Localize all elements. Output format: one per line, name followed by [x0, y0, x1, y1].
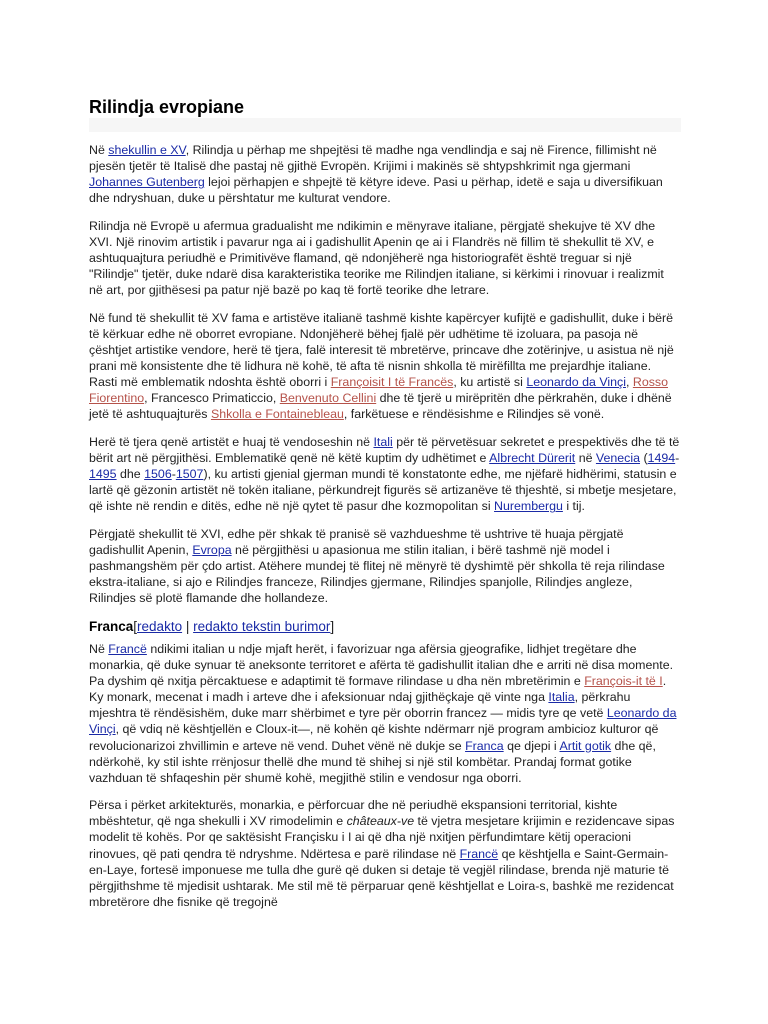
link-year-1494[interactable]: 1494 [647, 451, 676, 466]
link-leonardo-da-vinci-2[interactable]: Leonardo da Vinçi [89, 706, 677, 737]
paragraph-flanders: Rilindja në Evropë u afermua gradualisht me ndikimin e mënyrave italiane, përgjatë shekujve të XV dhe XVI. Një rinovim artistik i pavarur nga ai i gadishullit Apenin qe ai i Flandrës në fillim të shekullit të XV, e ashtuquajtura periudhë e Primitivëve flamand, që ndonjëherë nga historiografët është treguar si një "Rilindje" tjetër, duke ndarë disa karakteristika teorike me Rilindjen italiane, si kërkimi i rinovuar i realizmit në art, por gjithësesi pa patur një bazë po kaq të fortë teorike dhe letrare. [89, 218, 664, 298]
link-year-1506[interactable]: 1506 [144, 467, 172, 482]
link-shkolla-fontainebleau[interactable]: Shkolla e Fontainebleau [210, 407, 344, 422]
link-venecia[interactable]: Venecia [595, 451, 641, 466]
link-nurembergu[interactable]: Nurembergu [494, 499, 563, 514]
link-franca[interactable]: Franca [465, 738, 504, 753]
link-italia[interactable]: Italia [548, 690, 575, 705]
link-year-1495[interactable]: 1495 [89, 467, 117, 482]
link-francois-i[interactable]: Françoisit I të Francës [330, 375, 454, 390]
paragraph-architecture: Përsa i përket arkitekturës, monarkia, e përforcuar dhe në periudhë ekspansioni territorial, kishte mbështetur, që nga shekulli i XV rimodelimin e châteaux-ve të vjetra mesjetare krijimin e rezidencave sipas modelit të kohës. Por qe saktësisht Françisku i I ai që dha një nxitjen përfundimtare këtij operacioni rinovues, që pati qendra të ndryshme. Ndërtesa e parë rilindase në Francë qe kështjella e Saint-Germain-en-Laye, fortesë imponuese me tulla dhe gurë që duken si detaje të vegjël rilindase, brenda një maturie të përgjithshme të mjedisit ushtarak. Me stil më të përparuar qenë kështjellat e Loira-s, bashkë me rezidencat mbretërore dhe fisnike që tregojnë [89, 798, 675, 909]
link-leonardo-da-vinci[interactable]: Leonardo da Vinçi [526, 375, 626, 390]
link-artit-gotik[interactable]: Artit gotik [559, 738, 612, 753]
link-itali[interactable]: Itali [373, 435, 393, 449]
paragraph-italian-artists: Në fund të shekullit të XV fama e artistëve italianë tashmë kishte kapërcyer kufijtë e gadishullit, duke i bërë të kërkuar edhe në oborret evropiane. Ndonjëherë bëhej fjalë për udhëtime të izoluara, pa pasoja në çështjet artistike vendore, herë të tjera, falë interesit të mbretërve, princave dhe zotërinjve, u asistua në një prani më konsistente dhe të lidhura në kohë, të afta të nisnin shkolla të mirëfillta me prejardhje italiane. Rasti më emblematik ndoshta është oborri i Françoisit I të Francës, ku artistë si Leonardo da Vinçi, Rosso Fiorentino, Francesco Primaticcio, Benvenuto Cellini dhe të tjerë u mirëpritën dhe përkrahën, duke i dhënë jetë të ashtuquajturës Shkolla e Fontainebleau, farkëtuese e rëndësishme e Rilindjes së vonë. [89, 310, 674, 422]
link-evropa[interactable]: Evropa [192, 543, 232, 558]
link-france[interactable]: Francë [108, 641, 147, 656]
paragraph-france-influence: Në Francë ndikimi italian u ndje mjaft herët, i favorizuar nga afërsia gjeografike, lidhjet tregëtare dhe monarkia, që duke synuar të aneksonte territoret e afërta të gadishullit italian dhe e arriti në disa momente. Pa dyshim që nxitja përcaktuese e adaptimit të formave rilindase u dha nën mbretërimin e François-it të I. Ky monark, mecenat i madh i arteve dhe i afeksionuar ndaj gjithëçkaje që vinte nga Italia, përkrahu mjeshtra të rëndësishëm, duke marr shërbimet e tyre për oborrin francez — midis tyre qe vetë Leonardo da Vinçi, që vdiq në kështjellën e Cloux-it—, në kohën që kishte ndërmarr një program ambicioz kulturor që revolucionarizoi zhvillimin e arteve në vend. Duhet vënë në dukje se Franca qe djepi i Artit gotik dhe që, ndërkohë, ky stil ishte rrënjosur thellë dhe mund të shihej si një stil kombëtar. Prandaj format gotike vazhduan të shfaqeshin për shumë kohë, megjithë stilin e vendosur nga oborri. [89, 641, 677, 785]
link-francois-it-te-i[interactable]: François-it të I [584, 674, 663, 689]
page-title: Rilindja evropiane [89, 97, 245, 117]
paragraph-durer: Herë të tjera qenë artistët e huaj të vendoseshin në Itali për të përvetësuar sekretet e prespektivës dhe të të bërit art në përgjithësi. Emblematikë qenë në këtë kuptim dy udhëtimet e Albrecht Dürerit në Venecia (1494-1495 dhe 1506-1507), ku artisti gjenial gjerman mundi të konstatonte edhe, me njëfarë hidhërimi, statusin e lartë që gëzonin artistët në tokën italiane, përkundrejt figurës së artizanëve të thjeshtë, si mbetje mesjetare, që ishte në rendin e ditës, edhe në një qytet të pasur dhe kozmopolitan si Nurembergu i tij. [89, 435, 680, 514]
section-title: Franca [89, 618, 134, 634]
title-divider [89, 118, 681, 132]
link-shekullin-e-xv[interactable]: shekullin e XV [108, 143, 186, 157]
link-johannes-gutenberg[interactable]: Johannes Gutenberg [89, 175, 205, 190]
section-heading-franca: Franca[redakto | redakto tekstin burimor] [89, 618, 335, 634]
edit-link[interactable]: redakto [137, 618, 183, 634]
edit-source-link[interactable]: redakto tekstin burimor [193, 618, 331, 634]
link-year-1507[interactable]: 1507 [175, 467, 204, 482]
paragraph-sixteenth-century: Përgjatë shekullit të XVI, edhe për shkak të pranisë së vazhdueshme të ushtrive të huaja përgjatë gadishullit Apenin, Evropa në përgjithësi u apasionua me stilin italian, i bërë tashmë një model i pashmangshëm për çdo artist. Atëhere mundej të flitej në mënyrë të dyshimtë për shkolla të reja rilindase ekstra-italiane, si ajo e Rilindjes franceze, Rilindjes gjermane, Rilindjes spanjolle, Rilindjes angleze, Rilindjes së plotë flamande dhe hollandeze. [89, 526, 665, 606]
link-benvenuto-cellini[interactable]: Benvenuto Cellini [279, 391, 377, 406]
link-france-2[interactable]: Francë [459, 846, 499, 861]
link-albrecht-durer[interactable]: Albrecht Dürerit [489, 451, 576, 466]
link-rosso-fiorentino[interactable]: Rosso Fiorentino [89, 375, 668, 406]
paragraph-intro: Në shekullin e XV, Rilindja u përhap me shpejtësi të madhe nga vendlindja e saj në Firence, fillimisht në pjesën tjetër të Italisë dhe pastaj në gjithë Evropën. Krijimi i makinës së shtypshkrimit nga gjermani Johannes Gutenberg lejoi përhapjen e shpejtë të këtyre ideve. Pasi u përhap, idetë e saja u diversifikuan dhe ndryshuan, duke u përshtatur me kulturat vendore. [89, 143, 663, 206]
